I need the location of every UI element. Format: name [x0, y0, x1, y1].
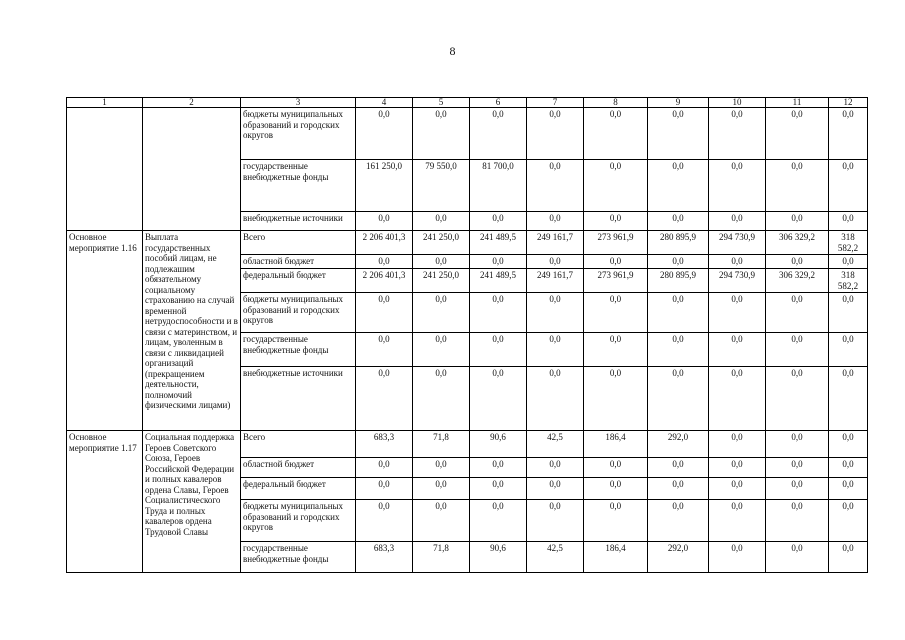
value-cell: 0,0 [766, 108, 829, 160]
value-cell: 241 250,0 [413, 231, 470, 255]
value-cell: 0,0 [829, 333, 868, 367]
funding-source-cell: бюджеты муниципальных образований и городских округов [241, 108, 356, 160]
value-cell: 0,0 [413, 478, 470, 500]
value-cell: 0,0 [648, 478, 709, 500]
value-cell: 90,6 [470, 431, 527, 458]
header-cell: 7 [527, 98, 584, 108]
value-cell: 0,0 [766, 500, 829, 542]
value-cell: 0,0 [584, 458, 648, 478]
value-cell: 0,0 [829, 293, 868, 333]
funding-source-cell: государственные внебюджетные фонды [241, 333, 356, 367]
value-cell: 0,0 [356, 500, 413, 542]
value-cell: 0,0 [766, 478, 829, 500]
value-cell: 0,0 [413, 367, 470, 431]
value-cell: 0,0 [584, 333, 648, 367]
value-cell: 0,0 [766, 255, 829, 269]
value-cell: 0,0 [527, 212, 584, 231]
value-cell: 273 961,9 [584, 269, 648, 293]
value-cell: 0,0 [766, 333, 829, 367]
value-cell: 0,0 [470, 108, 527, 160]
header-cell: 10 [709, 98, 766, 108]
value-cell: 0,0 [709, 431, 766, 458]
value-cell: 0,0 [527, 478, 584, 500]
value-cell: 71,8 [413, 542, 470, 573]
value-cell: 0,0 [413, 212, 470, 231]
value-cell: 0,0 [709, 333, 766, 367]
value-cell: 0,0 [356, 333, 413, 367]
value-cell: 0,0 [648, 458, 709, 478]
measure-code-cell: Основное мероприятие 1.16 [67, 231, 143, 431]
value-cell: 0,0 [527, 108, 584, 160]
value-cell: 683,3 [356, 542, 413, 573]
header-cell: 8 [584, 98, 648, 108]
value-cell: 0,0 [709, 160, 766, 212]
header-cell: 11 [766, 98, 829, 108]
value-cell: 0,0 [584, 108, 648, 160]
value-cell: 0,0 [829, 542, 868, 573]
value-cell: 0,0 [709, 500, 766, 542]
value-cell: 0,0 [648, 500, 709, 542]
value-cell: 241 489,5 [470, 269, 527, 293]
funding-source-cell: государственные внебюджетные фонды [241, 542, 356, 573]
value-cell: 0,0 [356, 293, 413, 333]
value-cell: 186,4 [584, 431, 648, 458]
value-cell: 0,0 [527, 458, 584, 478]
value-cell: 0,0 [829, 367, 868, 431]
funding-source-cell: бюджеты муниципальных образований и городских округов [241, 293, 356, 333]
value-cell: 2 206 401,3 [356, 269, 413, 293]
value-cell: 0,0 [766, 293, 829, 333]
value-cell: 0,0 [709, 458, 766, 478]
value-cell: 0,0 [356, 255, 413, 269]
value-cell: 0,0 [413, 293, 470, 333]
value-cell: 0,0 [356, 367, 413, 431]
value-cell: 0,0 [470, 478, 527, 500]
value-cell: 0,0 [829, 478, 868, 500]
value-cell: 0,0 [527, 333, 584, 367]
value-cell: 0,0 [470, 367, 527, 431]
value-cell: 0,0 [413, 458, 470, 478]
value-cell: 42,5 [527, 431, 584, 458]
value-cell: 249 161,7 [527, 269, 584, 293]
page-number: 8 [449, 44, 456, 58]
value-cell: 0,0 [648, 255, 709, 269]
value-cell: 2 206 401,3 [356, 231, 413, 255]
value-cell: 0,0 [829, 108, 868, 160]
value-cell: 0,0 [470, 500, 527, 542]
value-cell: 0,0 [584, 367, 648, 431]
value-cell: 0,0 [648, 333, 709, 367]
value-cell: 186,4 [584, 542, 648, 573]
value-cell: 81 700,0 [470, 160, 527, 212]
value-cell: 0,0 [470, 458, 527, 478]
value-cell: 0,0 [648, 160, 709, 212]
table-row [67, 231, 868, 255]
value-cell: 0,0 [584, 212, 648, 231]
header-cell: 2 [143, 98, 241, 108]
value-cell: 0,0 [356, 478, 413, 500]
value-cell: 0,0 [829, 160, 868, 212]
value-cell: 241 250,0 [413, 269, 470, 293]
value-cell: 0,0 [584, 500, 648, 542]
funding-source-cell: областной бюджет [241, 255, 356, 269]
header-cell: 4 [356, 98, 413, 108]
value-cell: 0,0 [470, 293, 527, 333]
funding-source-cell: федеральный бюджет [241, 478, 356, 500]
value-cell: 0,0 [527, 500, 584, 542]
value-cell: 0,0 [709, 542, 766, 573]
value-cell: 0,0 [829, 255, 868, 269]
funding-source-cell: Всего [241, 431, 356, 458]
value-cell: 0,0 [766, 431, 829, 458]
funding-source-cell: Всего [241, 231, 356, 255]
funding-source-cell: внебюджетные источники [241, 212, 356, 231]
table-row [67, 431, 868, 458]
value-cell: 249 161,7 [527, 231, 584, 255]
value-cell: 0,0 [584, 255, 648, 269]
value-cell: 71,8 [413, 431, 470, 458]
value-cell: 0,0 [356, 212, 413, 231]
value-cell: 161 250,0 [356, 160, 413, 212]
value-cell: 0,0 [413, 333, 470, 367]
value-cell: 0,0 [709, 478, 766, 500]
value-cell: 0,0 [470, 333, 527, 367]
value-cell: 0,0 [584, 160, 648, 212]
value-cell: 0,0 [470, 212, 527, 231]
value-cell: 0,0 [709, 255, 766, 269]
measure-code-cell: Основное мероприятие 1.17 [67, 431, 143, 573]
measure-name-cell [143, 108, 241, 231]
value-cell: 0,0 [648, 108, 709, 160]
value-cell: 241 489,5 [470, 231, 527, 255]
value-cell: 683,3 [356, 431, 413, 458]
measure-code-cell [67, 108, 143, 231]
value-cell: 0,0 [709, 367, 766, 431]
value-cell: 0,0 [829, 431, 868, 458]
value-cell: 0,0 [413, 108, 470, 160]
value-cell: 318 582,2 [829, 269, 868, 293]
value-cell: 306 329,2 [766, 269, 829, 293]
value-cell: 79 550,0 [413, 160, 470, 212]
header-cell: 9 [648, 98, 709, 108]
table-row [67, 108, 868, 160]
value-cell: 273 961,9 [584, 231, 648, 255]
value-cell: 294 730,9 [709, 269, 766, 293]
value-cell: 0,0 [470, 255, 527, 269]
value-cell: 0,0 [356, 108, 413, 160]
value-cell: 0,0 [356, 458, 413, 478]
value-cell: 292,0 [648, 542, 709, 573]
value-cell: 90,6 [470, 542, 527, 573]
value-cell: 306 329,2 [766, 231, 829, 255]
value-cell: 0,0 [413, 500, 470, 542]
funding-source-cell: внебюджетные источники [241, 367, 356, 431]
header-cell: 12 [829, 98, 868, 108]
measure-name-cell: Выплата государственных пособий лицам, не подлежашим обязательному социальному страхованию на случай временной нетрудоспособности и в связи с материнством, и лицам, уволенным в связи с ликвидацией организаций (прекращением деятельности, полномочий физическими лицами) [143, 231, 241, 431]
header-cell: 1 [67, 98, 143, 108]
value-cell: 0,0 [829, 500, 868, 542]
measure-name-cell: Социальная поддержка Героев Советского Союза, Героев Российской Федерации и полных кавалеров ордена Славы, Героев Социалистического Труда и полных кавалеров ордена Трудовой Славы [143, 431, 241, 573]
value-cell: 0,0 [766, 160, 829, 212]
value-cell: 0,0 [648, 293, 709, 333]
value-cell: 0,0 [527, 367, 584, 431]
value-cell: 0,0 [709, 108, 766, 160]
header-row [67, 98, 868, 108]
value-cell: 292,0 [648, 431, 709, 458]
value-cell: 0,0 [766, 367, 829, 431]
value-cell: 318 582,2 [829, 231, 868, 255]
budget-table [66, 97, 868, 573]
header-cell: 3 [241, 98, 356, 108]
funding-source-cell: государственные внебюджетные фонды [241, 160, 356, 212]
value-cell: 0,0 [527, 255, 584, 269]
value-cell: 0,0 [709, 293, 766, 333]
value-cell: 0,0 [648, 212, 709, 231]
value-cell: 0,0 [766, 458, 829, 478]
value-cell: 0,0 [648, 367, 709, 431]
header-cell: 6 [470, 98, 527, 108]
value-cell: 280 895,9 [648, 269, 709, 293]
value-cell: 0,0 [584, 478, 648, 500]
header-cell: 5 [413, 98, 470, 108]
value-cell: 280 895,9 [648, 231, 709, 255]
funding-source-cell: федеральный бюджет [241, 269, 356, 293]
value-cell: 0,0 [584, 293, 648, 333]
value-cell: 0,0 [766, 542, 829, 573]
value-cell: 0,0 [527, 293, 584, 333]
value-cell: 0,0 [709, 212, 766, 231]
value-cell: 294 730,9 [709, 231, 766, 255]
value-cell: 0,0 [829, 458, 868, 478]
value-cell: 0,0 [829, 212, 868, 231]
value-cell: 0,0 [766, 212, 829, 231]
value-cell: 0,0 [527, 160, 584, 212]
value-cell: 42,5 [527, 542, 584, 573]
funding-source-cell: бюджеты муниципальных образований и городских округов [241, 500, 356, 542]
funding-source-cell: областной бюджет [241, 458, 356, 478]
value-cell: 0,0 [413, 255, 470, 269]
